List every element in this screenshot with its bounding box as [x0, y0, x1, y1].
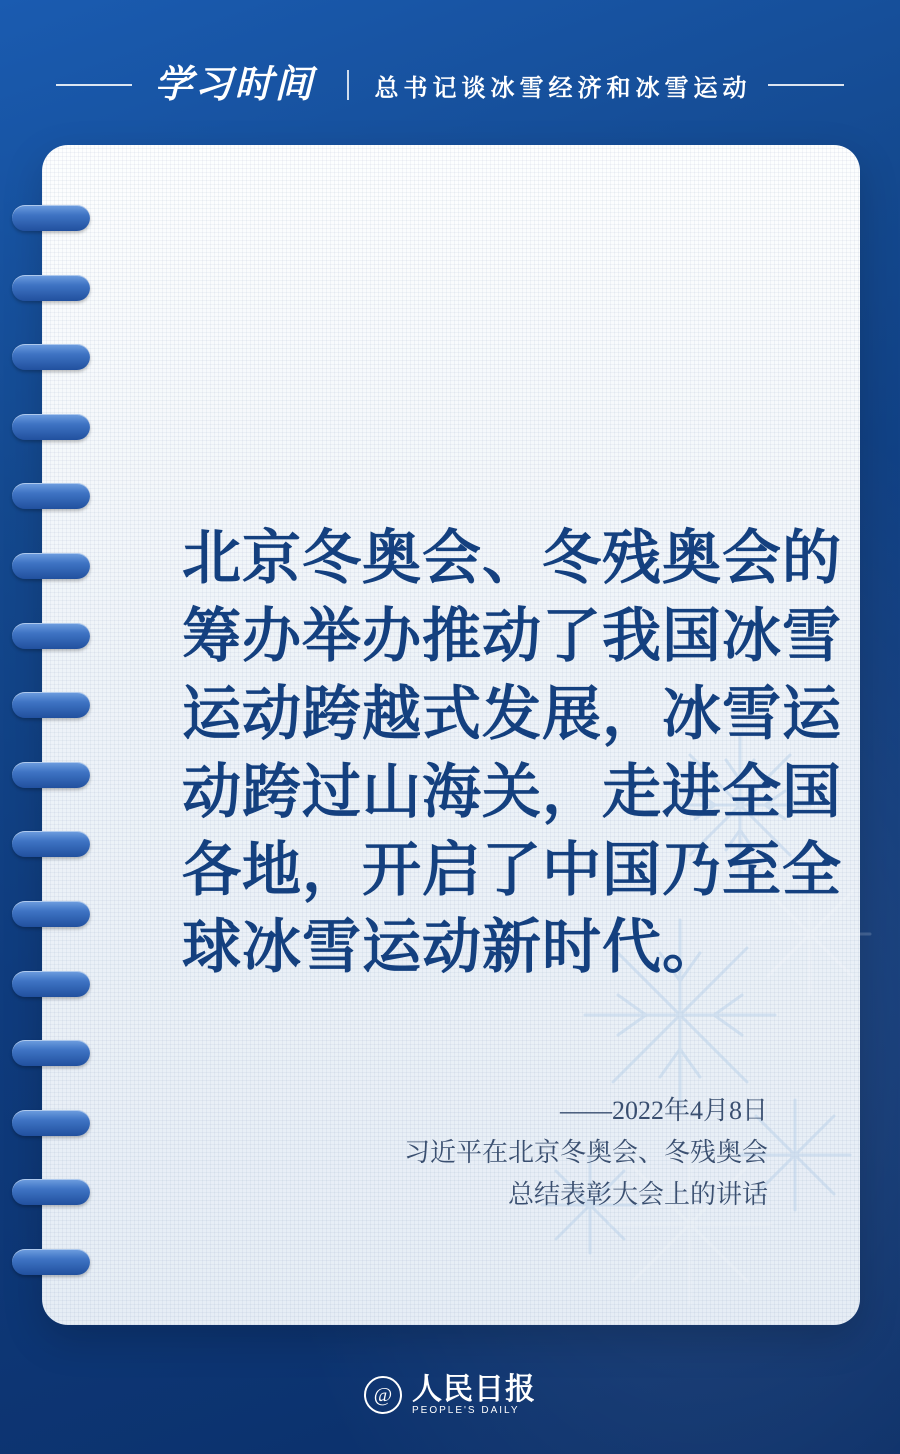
logo-name-cn: 人民日报	[412, 1372, 536, 1406]
spiral-ring-icon	[12, 831, 90, 857]
footer-logo	[0, 1374, 900, 1417]
spiral-ring-icon	[12, 1110, 90, 1136]
spiral-ring-icon	[12, 971, 90, 997]
attribution-source-line-2: 总结表彰大会上的讲话	[507, 1180, 768, 1210]
spiral-ring-icon	[12, 483, 90, 509]
header-separator-icon	[347, 70, 349, 100]
note-card	[42, 145, 860, 1325]
spiral-ring-icon	[12, 692, 90, 718]
header-rule-right-icon	[768, 84, 844, 86]
spiral-ring-icon	[12, 414, 90, 440]
attribution	[248, 1090, 768, 1216]
spiral-ring-icon	[12, 275, 90, 301]
spiral-ring-icon	[12, 762, 90, 788]
spiral-ring-icon	[12, 1179, 90, 1205]
header-rule-left-icon	[56, 84, 132, 86]
spiral-ring-icon	[12, 1040, 90, 1066]
spiral-binding	[12, 205, 104, 1275]
at-sign-icon: @	[364, 1376, 402, 1414]
spiral-ring-icon	[12, 344, 90, 370]
header-subtitle: 总书记谈冰雪经济和冰雪运动	[374, 75, 752, 102]
spiral-ring-icon	[12, 901, 90, 927]
spiral-ring-icon	[12, 1249, 90, 1275]
spiral-ring-icon	[12, 553, 90, 579]
header	[0, 50, 900, 120]
logo-text	[412, 1374, 536, 1417]
spiral-ring-icon	[12, 623, 90, 649]
spiral-ring-icon	[12, 205, 90, 231]
attribution-date: ——2022年4月8日	[559, 1096, 768, 1125]
quote-text: 北京冬奥会、冬残奥会的筹办举办推动了我国冰雪运动跨越式发展，冰雪运动跨过山海关，走进全国各地，开启了中国乃至全球冰雪运动新时代。	[182, 525, 843, 981]
brand-title: 学习时间	[154, 64, 315, 106]
attribution-source-line-1: 习近平在北京冬奥会、冬残奥会	[403, 1138, 768, 1168]
logo-name-en: PEOPLE'S DAILY	[412, 1405, 520, 1416]
